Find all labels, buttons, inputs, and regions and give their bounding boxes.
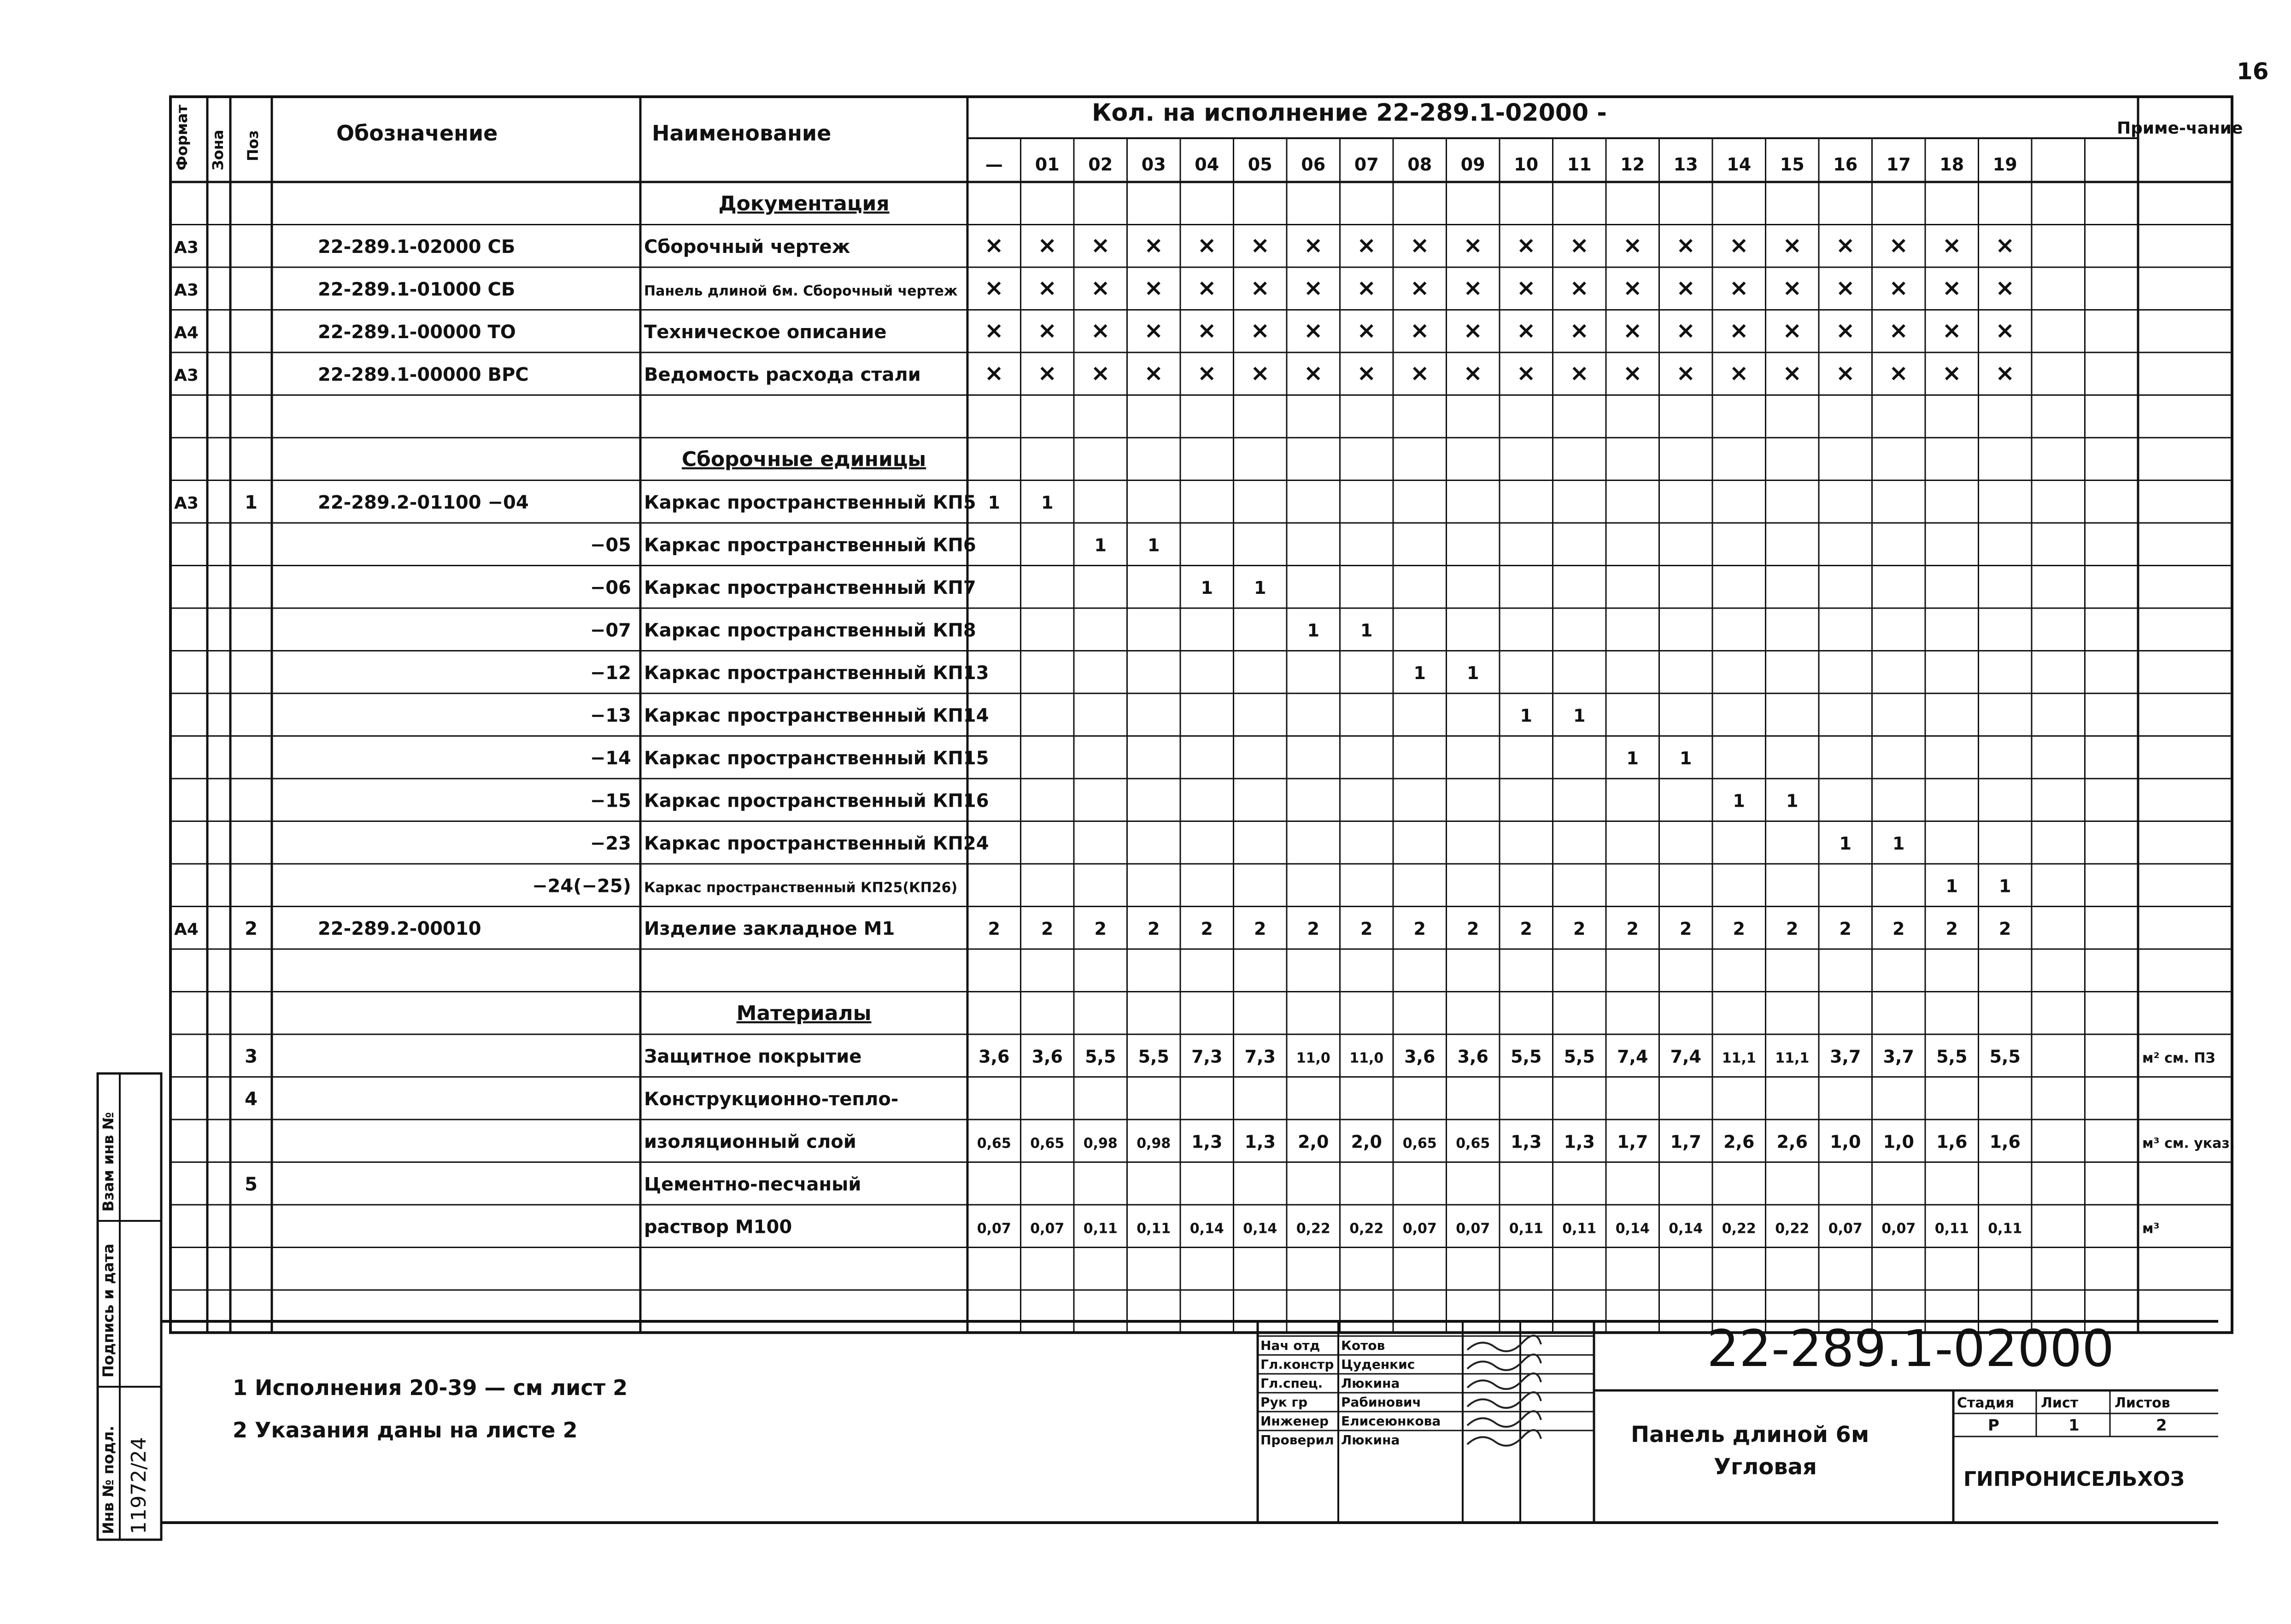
qty-cell: × xyxy=(1942,317,1962,344)
qty-cell: × xyxy=(1197,359,1217,387)
qty-cell: × xyxy=(1889,231,1909,258)
qty-cell: × xyxy=(1782,231,1802,258)
row-name: Каркас пространственный КП14 xyxy=(644,705,989,727)
qty-cell: × xyxy=(1357,274,1377,301)
variant-header: 10 xyxy=(1514,154,1539,175)
qty-cell: 2 xyxy=(1307,918,1319,939)
title-line-2: Угловая xyxy=(1714,1454,1817,1480)
qty-cell: 0,14 xyxy=(1669,1220,1703,1237)
qty-cell: 1 xyxy=(1839,833,1852,854)
qty-cell: 1 xyxy=(1360,620,1373,641)
qty-cell: × xyxy=(1623,274,1642,301)
qty-cell: 1,7 xyxy=(1617,1132,1648,1152)
qty-cell: 5,5 xyxy=(1989,1046,2021,1067)
qty-cell: × xyxy=(1357,231,1377,258)
row-format: А3 xyxy=(174,366,199,385)
row-note: м³ см. указ. xyxy=(2142,1135,2235,1152)
qty-cell: 5,5 xyxy=(1564,1046,1595,1067)
variant-header: 02 xyxy=(1088,154,1113,175)
signature-name: Люкина xyxy=(1341,1432,1400,1448)
qty-cell: × xyxy=(1570,274,1589,301)
qty-cell: × xyxy=(1303,231,1323,258)
qty-cell: 0,22 xyxy=(1349,1220,1384,1237)
qty-cell: 7,3 xyxy=(1244,1046,1276,1067)
qty-cell: 3,6 xyxy=(1031,1046,1063,1067)
qty-cell: 2 xyxy=(1733,918,1745,939)
qty-cell: × xyxy=(1410,274,1430,301)
side-label-signature: Подпись и дата xyxy=(100,1243,117,1378)
qty-cell: × xyxy=(1357,359,1377,387)
note-1: 1 Исполнения 20-39 — см лист 2 xyxy=(233,1375,628,1400)
qty-cell: × xyxy=(1995,231,2015,258)
qty-cell: 2 xyxy=(1360,918,1373,939)
qty-cell: × xyxy=(1090,231,1110,258)
qty-cell: × xyxy=(1782,317,1802,344)
qty-cell: × xyxy=(1995,317,2015,344)
row-name: Каркас пространственный КП13 xyxy=(644,662,989,684)
qty-cell: 11,1 xyxy=(1775,1050,1810,1067)
qty-cell: × xyxy=(1037,274,1057,301)
qty-cell: 11,0 xyxy=(1296,1050,1330,1067)
qty-cell: × xyxy=(1463,231,1483,258)
signature-name: Люкина xyxy=(1341,1376,1400,1391)
qty-cell: × xyxy=(1782,274,1802,301)
qty-cell: × xyxy=(1729,359,1749,387)
qty-cell: 11,1 xyxy=(1722,1050,1756,1067)
qty-cell: × xyxy=(1144,359,1164,387)
row-format: А3 xyxy=(174,281,199,300)
qty-cell: 2 xyxy=(1786,918,1799,939)
header-note: Приме-чание xyxy=(2117,119,2243,138)
qty-cell: 5,5 xyxy=(1138,1046,1169,1067)
variant-header: 05 xyxy=(1248,154,1272,175)
qty-cell: 1,3 xyxy=(1564,1132,1595,1152)
qty-cell: 1 xyxy=(1680,748,1692,768)
row-pos: 4 xyxy=(245,1088,258,1110)
signature-name: Цуденкис xyxy=(1341,1357,1415,1372)
qty-cell: × xyxy=(1942,274,1962,301)
qty-cell: × xyxy=(1250,274,1270,301)
qty-cell: 2 xyxy=(988,918,1000,939)
row-designation: −24(−25) xyxy=(532,875,631,897)
qty-cell: × xyxy=(1090,274,1110,301)
qty-cell: 0,65 xyxy=(977,1135,1011,1152)
qty-cell: 2 xyxy=(1254,918,1266,939)
qty-cell: 0,07 xyxy=(1030,1220,1065,1237)
row-name: Панель длиной 6м. Сборочный чертеж xyxy=(644,283,958,299)
variant-header: 04 xyxy=(1195,154,1219,175)
qty-cell: × xyxy=(1303,274,1323,301)
variant-header: 11 xyxy=(1567,154,1592,175)
qty-cell: 0,22 xyxy=(1775,1220,1810,1237)
qty-cell: × xyxy=(1250,317,1270,344)
qty-cell: 2 xyxy=(1573,918,1586,939)
row-format: А4 xyxy=(174,323,199,342)
qty-cell: × xyxy=(1144,317,1164,344)
sheets-value: 2 xyxy=(2156,1416,2167,1435)
row-name: Каркас пространственный КП15 xyxy=(644,747,989,769)
organization: ГИПРОНИСЕЛЬХОЗ xyxy=(1963,1467,2185,1491)
variant-header: 19 xyxy=(1992,154,2017,175)
row-name: Каркас пространственный КП5 xyxy=(644,492,976,513)
section-heading: Документация xyxy=(718,192,890,216)
qty-cell: 2 xyxy=(1520,918,1532,939)
qty-cell: × xyxy=(1676,231,1696,258)
signature-role: Гл.констр xyxy=(1260,1357,1334,1372)
section-heading: Материалы xyxy=(736,1001,872,1025)
qty-cell: 1 xyxy=(1201,577,1213,598)
row-designation: 22-289.1-02000 СБ xyxy=(318,236,516,258)
row-name: Изделие закладное М1 xyxy=(644,918,895,939)
row-designation: −06 xyxy=(590,577,631,598)
section-heading: Сборочные единицы xyxy=(681,447,926,471)
row-name: Каркас пространственный КП25(КП26) xyxy=(644,879,958,896)
signature-role: Гл.спец. xyxy=(1260,1376,1323,1391)
qty-cell: 1 xyxy=(1094,535,1107,556)
qty-cell: 1 xyxy=(1945,876,1958,897)
row-pos: 2 xyxy=(245,918,258,939)
qty-cell: 1 xyxy=(1254,577,1266,598)
qty-cell: × xyxy=(1144,274,1164,301)
variant-header: 16 xyxy=(1833,154,1858,175)
qty-cell: 5,5 xyxy=(1936,1046,1968,1067)
qty-cell: 0,14 xyxy=(1615,1220,1650,1237)
qty-cell: 0,11 xyxy=(1988,1220,2022,1237)
row-designation: 22-289.1-01000 СБ xyxy=(318,279,516,300)
qty-cell: × xyxy=(1037,231,1057,258)
row-format: А3 xyxy=(174,238,199,257)
title-line-1: Панель длиной 6м xyxy=(1631,1422,1869,1448)
variant-header: 13 xyxy=(1673,154,1698,175)
qty-cell: × xyxy=(1410,359,1430,387)
row-designation: −07 xyxy=(590,620,631,641)
row-pos: 5 xyxy=(245,1173,258,1195)
signature-name: Котов xyxy=(1341,1338,1385,1353)
row-designation: −05 xyxy=(590,534,631,556)
qty-cell: 1,3 xyxy=(1191,1132,1223,1152)
qty-cell: 0,14 xyxy=(1243,1220,1277,1237)
row-name: Каркас пространственный КП24 xyxy=(644,833,989,854)
qty-cell: 0,11 xyxy=(1562,1220,1597,1237)
variant-header: 03 xyxy=(1141,154,1166,175)
row-name: Цементно-песчаный xyxy=(644,1173,861,1195)
signature-name: Елисеюнкова xyxy=(1341,1413,1441,1429)
qty-cell: 2,6 xyxy=(1776,1132,1808,1152)
qty-cell: × xyxy=(1516,317,1536,344)
qty-cell: × xyxy=(1623,231,1642,258)
qty-cell: 1 xyxy=(1148,535,1160,556)
qty-cell: × xyxy=(1942,231,1962,258)
qty-cell: 3,6 xyxy=(979,1046,1010,1067)
variant-header: 15 xyxy=(1780,154,1805,175)
qty-cell: 1,6 xyxy=(1936,1132,1968,1152)
qty-cell: 0,98 xyxy=(1083,1135,1118,1152)
variant-header: 18 xyxy=(1939,154,1964,175)
qty-cell: 0,11 xyxy=(1509,1220,1543,1237)
signature-role: Нач отд xyxy=(1260,1338,1320,1353)
qty-cell: 2 xyxy=(1041,918,1054,939)
sheet-label: Лист xyxy=(2041,1395,2079,1411)
qty-cell: × xyxy=(1995,274,2015,301)
qty-cell: × xyxy=(1303,359,1323,387)
qty-cell: × xyxy=(1889,359,1909,387)
qty-cell: × xyxy=(1410,317,1430,344)
signature-role: Проверил xyxy=(1260,1432,1334,1448)
qty-cell: × xyxy=(1197,317,1217,344)
variant-header: 07 xyxy=(1354,154,1379,175)
row-designation: 22-289.1-00000 ТО xyxy=(318,321,516,343)
qty-cell: × xyxy=(1090,359,1110,387)
qty-cell: 1,0 xyxy=(1883,1132,1914,1152)
qty-cell: 1,0 xyxy=(1830,1132,1861,1152)
row-note: м² см. ПЗ xyxy=(2142,1050,2215,1067)
qty-cell: 2 xyxy=(1148,918,1160,939)
qty-cell: 2 xyxy=(1201,918,1213,939)
row-pos: 1 xyxy=(245,492,258,513)
qty-cell: 1 xyxy=(1893,833,1905,854)
qty-cell: 1,7 xyxy=(1670,1132,1701,1152)
qty-cell: 0,14 xyxy=(1189,1220,1224,1237)
qty-cell: × xyxy=(1835,231,1855,258)
row-designation: −15 xyxy=(590,790,631,812)
qty-cell: 2 xyxy=(1094,918,1107,939)
qty-cell: 0,07 xyxy=(1881,1220,1916,1237)
qty-cell: 0,65 xyxy=(1030,1135,1065,1152)
qty-cell: × xyxy=(984,359,1004,387)
qty-cell: 0,11 xyxy=(1137,1220,1171,1237)
sheet-value: 1 xyxy=(2068,1416,2080,1435)
row-name: Защитное покрытие xyxy=(644,1046,862,1067)
qty-cell: × xyxy=(1835,317,1855,344)
qty-cell: × xyxy=(1835,359,1855,387)
qty-cell: × xyxy=(1889,274,1909,301)
row-name: изоляционный слой xyxy=(644,1131,856,1153)
variant-header: 14 xyxy=(1727,154,1752,175)
header-name: Наименование xyxy=(652,121,832,146)
table-row xyxy=(737,1002,872,1025)
note-2: 2 Указания даны на листе 2 xyxy=(233,1418,578,1442)
qty-cell: 1 xyxy=(1786,791,1799,811)
row-format: А3 xyxy=(174,493,199,513)
row-pos: 3 xyxy=(245,1046,258,1067)
qty-cell: 1 xyxy=(1573,705,1586,726)
qty-cell: 7,3 xyxy=(1191,1046,1223,1067)
qty-cell: 1,6 xyxy=(1989,1132,2021,1152)
qty-cell: × xyxy=(1676,359,1696,387)
signature-name: Рабинович xyxy=(1341,1395,1421,1410)
qty-cell: × xyxy=(984,274,1004,301)
row-name: Ведомость расхода стали xyxy=(644,364,921,386)
qty-cell: 3,7 xyxy=(1830,1046,1861,1067)
qty-cell: 0,65 xyxy=(1456,1135,1490,1152)
qty-cell: × xyxy=(1197,231,1217,258)
qty-cell: × xyxy=(1623,317,1642,344)
qty-cell: × xyxy=(1570,359,1589,387)
qty-cell: 5,5 xyxy=(1085,1046,1116,1067)
qty-cell: 7,4 xyxy=(1670,1046,1701,1067)
qty-cell: 0,07 xyxy=(1828,1220,1863,1237)
qty-cell: 0,65 xyxy=(1402,1135,1437,1152)
variant-header: 01 xyxy=(1035,154,1060,175)
row-name: Каркас пространственный КП16 xyxy=(644,790,989,812)
qty-cell: × xyxy=(1516,231,1536,258)
table-row xyxy=(682,447,926,471)
doc-number: 22-289.1-02000 xyxy=(1707,1319,2115,1378)
signature-role: Рук гр xyxy=(1260,1395,1308,1410)
qty-cell: 0,11 xyxy=(1083,1220,1118,1237)
qty-cell: × xyxy=(1516,359,1536,387)
stage-label: Стадия xyxy=(1957,1395,2015,1411)
row-format: А4 xyxy=(174,920,199,939)
qty-cell: × xyxy=(984,231,1004,258)
signature-role: Инженер xyxy=(1260,1413,1329,1429)
qty-cell: 1,3 xyxy=(1511,1132,1542,1152)
qty-cell: × xyxy=(1729,231,1749,258)
row-designation: −13 xyxy=(590,705,631,727)
header-format: Формат xyxy=(173,105,191,170)
side-label-inv: Инв № подл. xyxy=(100,1425,117,1534)
qty-cell: × xyxy=(1303,317,1323,344)
qty-cell: 2 xyxy=(1680,918,1692,939)
variant-header: 12 xyxy=(1620,154,1645,175)
qty-cell: × xyxy=(1197,274,1217,301)
qty-cell: × xyxy=(1676,317,1696,344)
side-inv-number: 11972/24 xyxy=(127,1437,151,1534)
qty-cell: 0,22 xyxy=(1722,1220,1756,1237)
qty-cell: 3,7 xyxy=(1883,1046,1914,1067)
qty-cell: 1 xyxy=(1999,876,2011,897)
row-designation: −12 xyxy=(590,662,631,684)
qty-cell: 11,0 xyxy=(1349,1050,1384,1067)
qty-cell: × xyxy=(1463,317,1483,344)
row-designation: −23 xyxy=(590,833,631,854)
qty-cell: × xyxy=(1037,359,1057,387)
qty-cell: 0,07 xyxy=(1402,1220,1437,1237)
qty-cell: 2 xyxy=(1413,918,1426,939)
row-designation: −14 xyxy=(590,747,631,769)
row-note: м³ xyxy=(2142,1220,2160,1237)
qty-cell: 1 xyxy=(1307,620,1319,641)
qty-cell: × xyxy=(1090,317,1110,344)
qty-cell: 0,22 xyxy=(1296,1220,1330,1237)
qty-cell: × xyxy=(1463,359,1483,387)
qty-cell: × xyxy=(1782,359,1802,387)
qty-cell: 2,0 xyxy=(1351,1132,1382,1152)
qty-cell: × xyxy=(1729,317,1749,344)
qty-cell: 0,98 xyxy=(1137,1135,1171,1152)
page-number: 16 xyxy=(2237,58,2269,85)
qty-cell: × xyxy=(1623,359,1642,387)
sheets-label: Листов xyxy=(2115,1395,2170,1411)
qty-cell: × xyxy=(1410,231,1430,258)
variant-header: 09 xyxy=(1460,154,1485,175)
qty-cell: 2 xyxy=(1626,918,1639,939)
row-name: Каркас пространственный КП7 xyxy=(644,577,976,598)
qty-cell: 2,6 xyxy=(1723,1132,1755,1152)
row-name: Каркас пространственный КП8 xyxy=(644,620,976,641)
qty-cell: 2 xyxy=(1999,918,2011,939)
qty-cell: × xyxy=(1144,231,1164,258)
qty-cell: 2 xyxy=(1467,918,1479,939)
qty-cell: 3,6 xyxy=(1404,1046,1436,1067)
qty-cell: 1 xyxy=(1041,492,1054,513)
variant-header: — xyxy=(985,154,1003,175)
qty-cell: × xyxy=(1463,274,1483,301)
qty-cell: 1 xyxy=(988,492,1000,513)
qty-cell: × xyxy=(1250,231,1270,258)
qty-cell: × xyxy=(1570,317,1589,344)
row-name: Сборочный чертеж xyxy=(644,236,850,258)
qty-cell: 2,0 xyxy=(1298,1132,1329,1152)
side-label-replace: Взам инв № xyxy=(100,1112,117,1212)
row-designation: 22-289.2-00010 xyxy=(318,918,481,939)
header-designation: Обозначение xyxy=(336,121,498,146)
qty-cell: 1 xyxy=(1520,705,1532,726)
qty-cell: × xyxy=(1995,359,2015,387)
row-designation: 22-289.2-01100 −04 xyxy=(318,492,529,513)
row-designation: 22-289.1-00000 ВРС xyxy=(318,364,529,386)
qty-cell: × xyxy=(1357,317,1377,344)
qty-cell: 2 xyxy=(1893,918,1905,939)
row-name: Каркас пространственный КП6 xyxy=(644,534,976,556)
variant-header: 06 xyxy=(1301,154,1326,175)
qty-cell: 1 xyxy=(1733,791,1745,811)
qty-cell: × xyxy=(1570,231,1589,258)
header-pos: Поз xyxy=(244,130,262,161)
qty-cell: 3,6 xyxy=(1457,1046,1488,1067)
qty-cell: × xyxy=(1889,317,1909,344)
qty-cell: 1 xyxy=(1413,662,1426,683)
qty-cell: 0,07 xyxy=(977,1220,1011,1237)
qty-cell: × xyxy=(1250,359,1270,387)
variant-header: 17 xyxy=(1886,154,1911,175)
variant-header: 08 xyxy=(1407,154,1432,175)
qty-cell: × xyxy=(1729,274,1749,301)
header-qty-title: Кол. на исполнение 22-289.1-02000 - xyxy=(1092,99,1607,127)
qty-cell: 1 xyxy=(1626,748,1639,768)
qty-cell: × xyxy=(1037,317,1057,344)
qty-cell: × xyxy=(1942,359,1962,387)
qty-cell: 0,07 xyxy=(1456,1220,1490,1237)
qty-cell: 1 xyxy=(1467,662,1479,683)
qty-cell: × xyxy=(1516,274,1536,301)
stage-value: Р xyxy=(1988,1416,1999,1435)
row-name: Техническое описание xyxy=(644,321,887,343)
qty-cell: × xyxy=(1676,274,1696,301)
row-name: Конструкционно-тепло- xyxy=(644,1088,899,1110)
header-zone: Зона xyxy=(209,129,227,170)
qty-cell: 2 xyxy=(1945,918,1958,939)
qty-cell: 5,5 xyxy=(1511,1046,1542,1067)
qty-cell: 7,4 xyxy=(1617,1046,1648,1067)
qty-cell: 0,11 xyxy=(1934,1220,1969,1237)
row-name: раствор М100 xyxy=(644,1216,792,1238)
qty-cell: × xyxy=(1835,274,1855,301)
qty-cell: × xyxy=(984,317,1004,344)
table-row xyxy=(718,192,889,215)
qty-cell: 1,3 xyxy=(1244,1132,1276,1152)
qty-cell: 2 xyxy=(1839,918,1852,939)
